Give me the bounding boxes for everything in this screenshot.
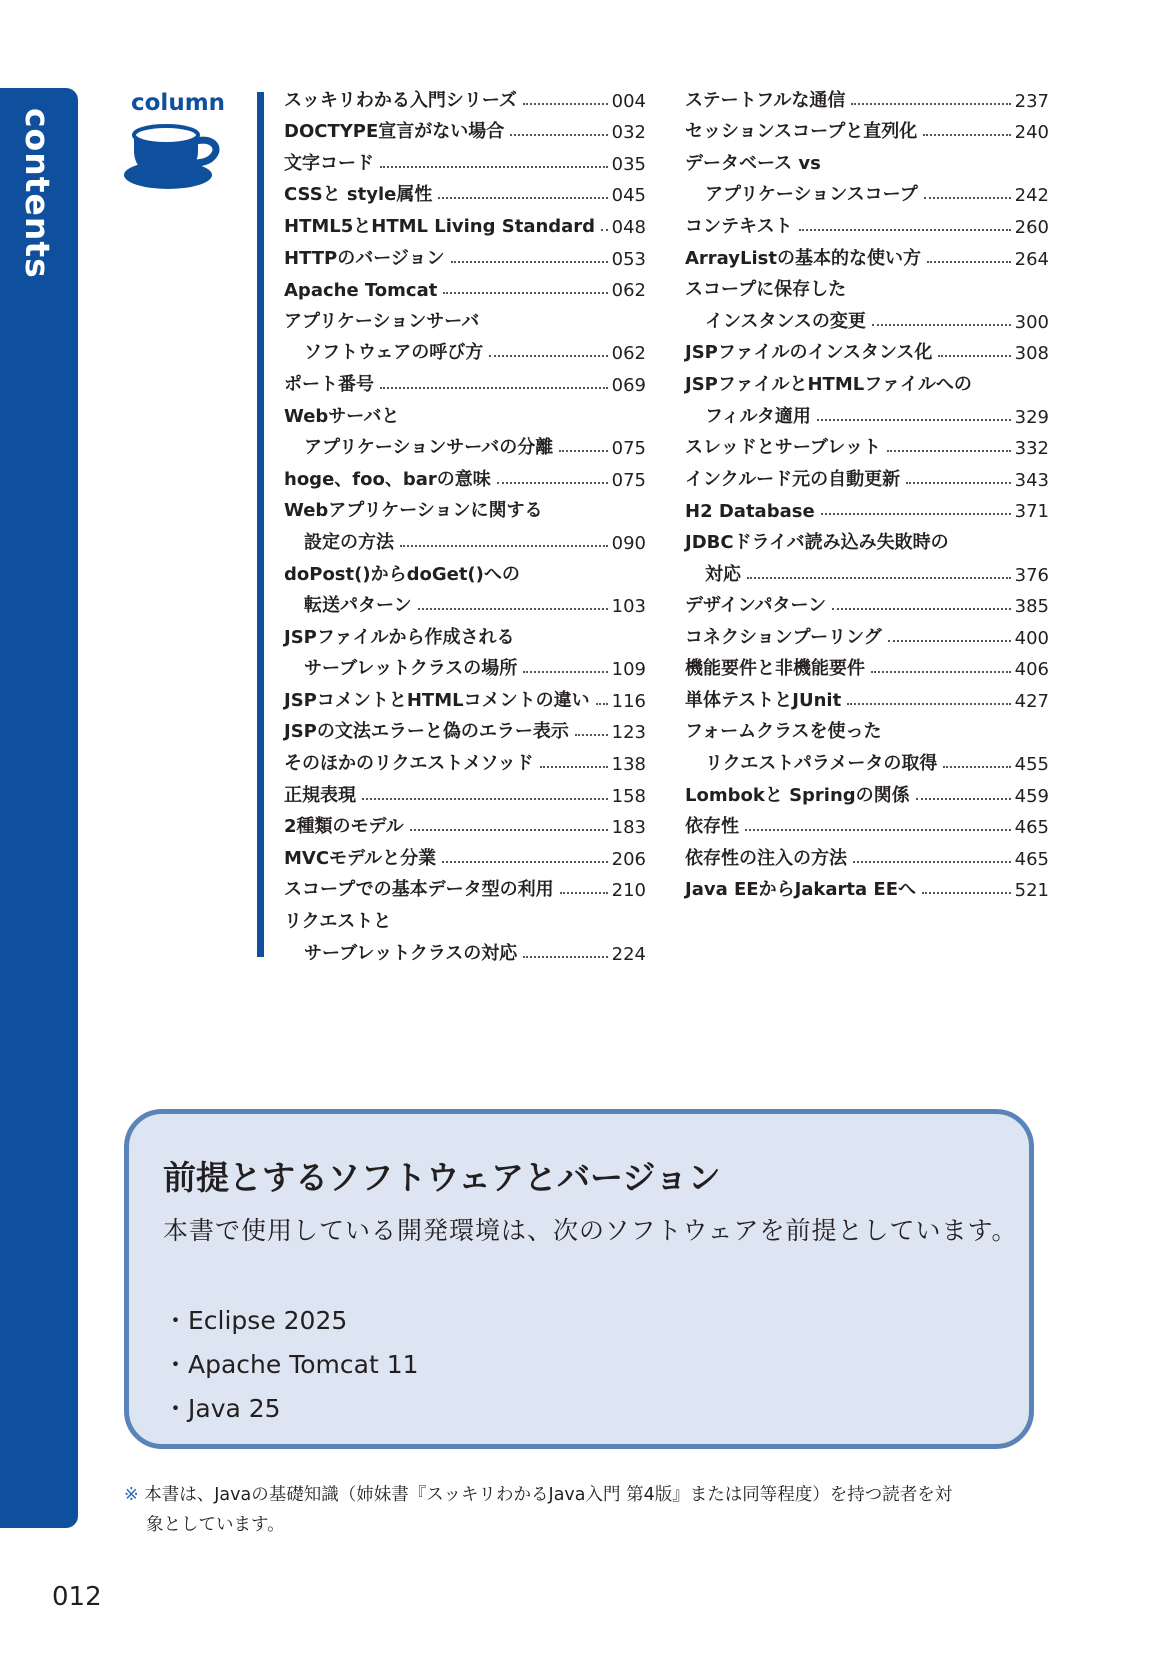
toc-entry-page: 260: [1014, 216, 1049, 238]
toc-leader-dots: [817, 419, 1011, 421]
toc-entry-page: 090: [611, 532, 646, 554]
toc-leader-dots: [923, 134, 1010, 136]
toc-entry[interactable]: [284, 112, 646, 144]
toc-entry-title: Java EEからJakarta EEへ: [685, 879, 917, 901]
toc-leader-dots: [596, 703, 608, 705]
toc-entry[interactable]: [284, 838, 646, 870]
toc-entry-title: フォームクラスを使った: [685, 721, 882, 743]
toc-entry[interactable]: [685, 396, 1049, 428]
toc-entry-title: 転送パターン: [304, 595, 412, 617]
toc-leader-dots: [523, 956, 607, 958]
toc-entry-title: そのほかのリクエストメソッド: [284, 753, 534, 775]
toc-leader-dots: [380, 387, 608, 389]
toc-entry-title: Apache Tomcat: [284, 280, 438, 302]
toc-leader-dots: [943, 766, 1010, 768]
toc-entry[interactable]: [284, 396, 646, 428]
toc-entry[interactable]: [685, 112, 1049, 144]
toc-leader-dots: [418, 608, 608, 610]
toc-entry[interactable]: [284, 743, 646, 775]
toc-entry[interactable]: [284, 333, 646, 365]
toc-entry[interactable]: [685, 80, 1049, 112]
toc-entry-page: 240: [1014, 122, 1049, 144]
contents-sidebar: [0, 88, 78, 1528]
toc-leader-dots: [927, 261, 1011, 263]
toc-entry-title: JDBCドライバ読み込み失敗時の: [685, 531, 949, 553]
note-text-line1: 本書は、Javaの基礎知識（姉妹書『スッキリわかるJava入門 第4版』または同等程度）を持つ読者を対: [144, 1485, 953, 1505]
toc-entry-page: 371: [1014, 501, 1049, 523]
toc-leader-dots: [540, 766, 608, 768]
toc-entry-page: 206: [611, 848, 646, 870]
toc-entry-title: 対応: [705, 563, 741, 585]
toc-entry[interactable]: [685, 712, 1049, 744]
software-list: [163, 1299, 419, 1431]
toc-entry[interactable]: [685, 270, 1049, 302]
toc-entry[interactable]: [685, 175, 1049, 207]
toc-entry[interactable]: [284, 206, 646, 238]
toc-entry-page: 138: [611, 754, 646, 776]
toc-entry-title: リクエストと: [284, 911, 392, 933]
toc-leader-dots: [851, 103, 1010, 105]
toc-entry-page: 032: [611, 122, 646, 144]
toc-entry-title: リクエストパラメータの取得: [705, 753, 938, 775]
toc-leader-dots: [560, 892, 608, 894]
page-number: 012: [52, 1582, 102, 1612]
toc-entry-title: Webサーバと: [284, 405, 400, 427]
toc-entry[interactable]: [284, 870, 646, 902]
toc-entry[interactable]: [284, 680, 646, 712]
toc-leader-dots: [888, 640, 1011, 642]
toc-entry-page: 465: [1014, 848, 1049, 870]
toc-entry-page: 224: [611, 943, 646, 965]
toc-entry[interactable]: [685, 206, 1049, 238]
toc-entry-title: 正規表現: [284, 784, 356, 806]
toc-entry-title: 設定の方法: [304, 531, 394, 553]
toc-entry-title: インクルード元の自動更新: [685, 468, 901, 490]
toc-entry-title: 2種類のモデル: [284, 816, 404, 838]
toc-entry-title: コネクションプーリング: [685, 626, 882, 648]
toc-entry-title: hoge、foo、barの意味: [284, 468, 491, 490]
toc-leader-dots: [924, 197, 1011, 199]
toc-entry[interactable]: [284, 491, 646, 523]
toc-entry-title: Webアプリケーションに関する: [284, 500, 543, 522]
toc-entry-page: 075: [611, 469, 646, 491]
toc-entry[interactable]: [685, 680, 1049, 712]
toc-leader-dots: [872, 324, 1011, 326]
toc-entry[interactable]: [284, 617, 646, 649]
toc-entry[interactable]: [685, 333, 1049, 365]
toc-entry-title: H2 Database: [685, 501, 815, 523]
software-item: ・Java 25: [163, 1394, 281, 1423]
toc-entry[interactable]: [284, 428, 646, 460]
toc-entry-page: 329: [1014, 406, 1049, 428]
toc-entry[interactable]: [284, 143, 646, 175]
reader-note: [124, 1480, 1054, 1540]
toc-leader-dots: [922, 892, 1011, 894]
prerequisite-title: 前提とするソフトウェアとバージョン: [163, 1158, 721, 1197]
toc-entry[interactable]: [685, 522, 1049, 554]
toc-leader-dots: [489, 355, 607, 357]
toc-leader-dots: [847, 703, 1010, 705]
toc-entry[interactable]: [284, 238, 646, 270]
toc-entry-page: 376: [1014, 564, 1049, 586]
toc-entry[interactable]: [685, 775, 1049, 807]
toc-leader-dots: [442, 861, 607, 863]
toc-entry-title: スコープでの基本データ型の利用: [284, 879, 554, 901]
toc-entry-page: 075: [611, 438, 646, 460]
toc-entry-page: 048: [611, 216, 646, 238]
toc-entry-title: 機能要件と非機能要件: [685, 658, 865, 680]
toc-entry-title: ポート番号: [284, 373, 374, 395]
toc-entry[interactable]: [284, 80, 646, 112]
toc-entry[interactable]: [685, 428, 1049, 460]
toc-entry-title: セッションスコープと直列化: [685, 121, 918, 143]
toc-leader-dots: [938, 355, 1010, 357]
toc-leader-dots: [906, 482, 1011, 484]
toc-entry-page: 035: [611, 153, 646, 175]
toc-column-right: [685, 80, 1049, 901]
toc-entry[interactable]: [284, 175, 646, 207]
toc-entry-title: アプリケーションスコープ: [705, 184, 918, 206]
toc-entry-title: JSPコメントとHTMLコメントの違い: [284, 689, 590, 711]
toc-entry-title: ステートフルな通信: [685, 89, 846, 111]
toc-entry[interactable]: [685, 301, 1049, 333]
toc-leader-dots: [821, 513, 1011, 515]
toc-entry-page: 521: [1014, 880, 1049, 902]
toc-entry-title: JSPファイルのインスタンス化: [685, 342, 933, 364]
toc-entry-title: 単体テストとJUnit: [685, 689, 842, 711]
software-item: ・Eclipse 2025: [163, 1306, 348, 1335]
toc-entry-title: HTML5とHTML Living Standard: [284, 215, 596, 237]
toc-entry-page: 116: [611, 690, 646, 712]
toc-entry[interactable]: [284, 301, 646, 333]
toc-entry-title: フィルタ適用: [705, 405, 811, 427]
toc-entry-title: スッキリわかる入門シリーズ: [284, 89, 517, 111]
toc-leader-dots: [575, 734, 608, 736]
toc-entry[interactable]: [685, 807, 1049, 839]
contents-label: contents: [18, 108, 57, 279]
toc-entry-page: 069: [611, 374, 646, 396]
toc-leader-dots: [523, 103, 608, 105]
toc-entry-title: DOCTYPE宣言がない場合: [284, 121, 505, 143]
toc-entry-title: doPost()からdoGet()への: [284, 563, 520, 585]
toc-entry-page: 045: [611, 185, 646, 207]
toc-leader-dots: [510, 134, 607, 136]
toc-leader-dots: [832, 608, 1011, 610]
toc-entry-page: 308: [1014, 343, 1049, 365]
toc-entry-title: データベース vs: [685, 152, 821, 174]
toc-entry-title: 依存性: [685, 816, 739, 838]
toc-entry[interactable]: [685, 554, 1049, 586]
toc-entry[interactable]: [284, 554, 646, 586]
toc-entry-title: 文字コード: [284, 152, 374, 174]
toc-leader-dots: [451, 261, 608, 263]
toc-leader-dots: [853, 861, 1011, 863]
toc-entry[interactable]: [685, 238, 1049, 270]
toc-leader-dots: [523, 671, 607, 673]
toc-entry[interactable]: [284, 364, 646, 396]
toc-entry-page: 264: [1014, 248, 1049, 270]
toc-leader-dots: [400, 545, 608, 547]
toc-leader-dots: [887, 450, 1011, 452]
toc-leader-dots: [438, 197, 607, 199]
toc-entry-title: デザインパターン: [685, 595, 827, 617]
toc-entry-page: 109: [611, 659, 646, 681]
prerequisite-box: [124, 1109, 1034, 1449]
software-item: ・Apache Tomcat 11: [163, 1350, 419, 1379]
toc-accent-bar: [257, 92, 264, 957]
toc-entry[interactable]: [284, 712, 646, 744]
note-text-line2: 象としています。: [146, 1515, 285, 1535]
toc-entry-title: CSSと style属性: [284, 184, 433, 206]
toc-entry-title: インスタンスの変更: [705, 310, 866, 332]
toc-leader-dots: [916, 798, 1011, 800]
toc-entry-page: 406: [1014, 659, 1049, 681]
toc-leader-dots: [745, 829, 1011, 831]
toc-entry-page: 332: [1014, 438, 1049, 460]
toc-column-left: [284, 80, 646, 965]
toc-entry-page: 400: [1014, 627, 1049, 649]
toc-entry-title: 依存性の注入の方法: [685, 847, 847, 869]
toc-entry-title: アプリケーションサーバ: [284, 310, 480, 332]
toc-entry[interactable]: [685, 586, 1049, 618]
toc-entry-title: HTTPのバージョン: [284, 247, 445, 269]
toc-entry-page: 455: [1014, 754, 1049, 776]
toc-entry[interactable]: [284, 270, 646, 302]
toc-entry[interactable]: [685, 143, 1049, 175]
toc-entry-page: 053: [611, 248, 646, 270]
toc-entry-page: 123: [611, 722, 646, 744]
toc-entry-page: 183: [611, 817, 646, 839]
toc-entry[interactable]: [685, 364, 1049, 396]
toc-entry-page: 242: [1014, 185, 1049, 207]
toc-entry[interactable]: [284, 807, 646, 839]
toc-entry[interactable]: [685, 491, 1049, 523]
note-mark: ※: [124, 1485, 139, 1505]
column-label: column: [131, 90, 226, 116]
toc-entry-page: 103: [611, 596, 646, 618]
toc-entry[interactable]: [284, 459, 646, 491]
toc-leader-dots: [410, 829, 608, 831]
toc-entry-page: 343: [1014, 469, 1049, 491]
toc-entry-title: スコープに保存した: [685, 279, 847, 301]
toc-entry[interactable]: [284, 586, 646, 618]
toc-entry-page: 062: [611, 343, 646, 365]
toc-entry-title: ソフトウェアの呼び方: [304, 342, 484, 364]
toc-entry-page: 300: [1014, 311, 1049, 333]
toc-entry[interactable]: [685, 838, 1049, 870]
toc-entry-page: 465: [1014, 817, 1049, 839]
toc-entry[interactable]: [284, 649, 646, 681]
toc-entry[interactable]: [284, 522, 646, 554]
toc-entry-page: 004: [611, 90, 646, 112]
toc-leader-dots: [747, 577, 1011, 579]
toc-entry-title: ArrayListの基本的な使い方: [685, 247, 921, 269]
toc-entry[interactable]: [685, 743, 1049, 775]
toc-entry-title: JSPの文法エラーと偽のエラー表示: [284, 721, 569, 743]
toc-entry-title: MVCモデルと分業: [284, 847, 437, 869]
toc-entry[interactable]: [685, 870, 1049, 902]
toc-leader-dots: [871, 671, 1011, 673]
toc-entry-page: 427: [1014, 690, 1049, 712]
toc-entry-page: 237: [1014, 90, 1049, 112]
toc-entry-page: 385: [1014, 596, 1049, 618]
toc-entry[interactable]: [284, 901, 646, 933]
toc-leader-dots: [443, 292, 607, 294]
toc-leader-dots: [362, 798, 608, 800]
toc-entry-page: 210: [611, 880, 646, 902]
toc-entry-title: コンテキスト: [685, 215, 793, 237]
toc-entry[interactable]: [284, 933, 646, 965]
toc-entry-page: 062: [611, 280, 646, 302]
toc-entry[interactable]: [685, 459, 1049, 491]
toc-entry-title: スレッドとサーブレット: [685, 437, 882, 459]
toc-entry-title: アプリケーションサーバの分離: [304, 437, 554, 459]
toc-entry-title: JSPファイルから作成される: [284, 626, 515, 648]
toc-leader-dots: [380, 166, 608, 168]
toc-entry[interactable]: [284, 775, 646, 807]
prerequisite-description: 本書で使用している開発環境は、次のソフトウェアを前提としています。: [163, 1216, 1018, 1245]
toc-entry-title: サーブレットクラスの対応: [304, 942, 518, 964]
coffee-cup-icon: [122, 121, 224, 193]
toc-entry-title: JSPファイルとHTMLファイルへの: [685, 373, 972, 395]
toc-entry-page: 459: [1014, 785, 1049, 807]
toc-entry[interactable]: [685, 617, 1049, 649]
toc-entry-page: 158: [611, 785, 646, 807]
toc-entry-title: Lombokと Springの関係: [685, 784, 910, 806]
toc-entry-title: サーブレットクラスの場所: [304, 658, 518, 680]
toc-leader-dots: [559, 450, 607, 452]
toc-leader-dots: [497, 482, 608, 484]
toc-leader-dots: [799, 229, 1011, 231]
toc-leader-dots: [601, 229, 608, 231]
toc-entry[interactable]: [685, 649, 1049, 681]
